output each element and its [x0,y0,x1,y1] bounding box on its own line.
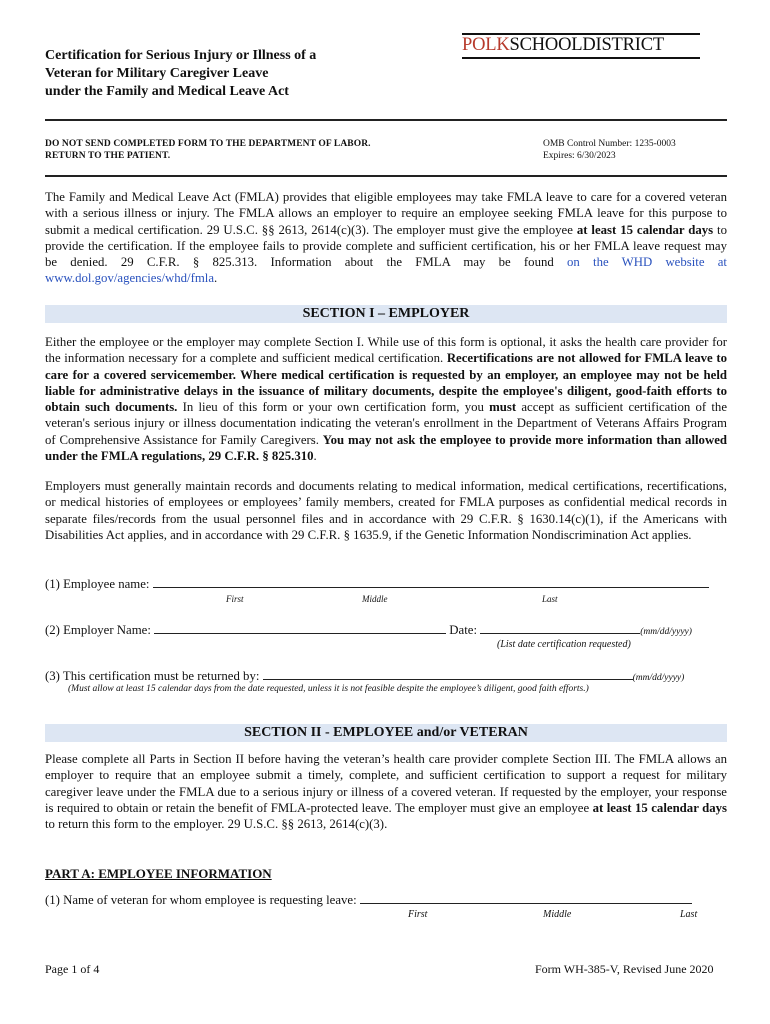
intro-bold-15-days: at least 15 calendar days [576,222,714,237]
logo-bottom-bar [462,57,700,59]
employee-name-input[interactable] [153,575,709,588]
s1-text-a: Either the employee or the employer may complete Section I. While use of this form is optional, it asks the health care provider for the information necessary for a complete and sufficient medical certification. [45,335,727,366]
omb-control-number: OMB Control Number: 1235-0003 [543,139,676,149]
logo-polk: POLK [462,35,510,55]
form-title-line-3: under the Family and Medical Leave Act [45,84,289,99]
s1-bold-b: Recertifications are not allowed for FMLA leave to care for a covered servicemember. Where medical certification is requested by an employer, an employee may not be held liable for administrative delays in the issuance of military documents, despite the employee's diligent, good-faith efforts to obtain such documents. [45,351,727,415]
page-number: Page 1 of 4 [45,962,100,976]
form-title [45,47,375,101]
whd-website-link-2[interactable]: WHD website at www.dol.gov/agencies/whd/fmla [45,255,727,286]
omb-info [543,138,676,162]
intro-text-1: The Family and Medical Leave Act (FMLA) provides that eligible employees may take FMLA leave to care for a covered veteran with a serious illness or injury. The FMLA allows an employer to require an employee seeking FMLA leave for this purpose to submit a medical certification. 29 U.S.C. §§ 2613, 2614(c)(3). The employer must give the employee [45,190,727,237]
veteran-last-hint: Last [680,909,698,920]
logo-text [462,33,700,55]
veteran-name-field [45,891,692,908]
do-not-send-line-2: RETURN TO THE PATIENT. [45,151,171,161]
form-revision: Form WH-385-V, Revised June 2020 [535,962,714,976]
employer-name-field [45,621,692,640]
employee-name-label: (1) Employee name: [45,577,153,591]
s1-text-e: accept as sufficient certification of the veteran's serious injury or illness documentation indicating the veteran's enrollment in the Department of Veterans Affairs Program of Comprehensive Assistance for Family Caregivers. [45,400,727,447]
section-1-heading: SECTION I – EMPLOYER [45,305,727,323]
employee-middle-hint: Middle [362,594,388,604]
whd-website-link-1[interactable]: on the [567,255,609,270]
header-rule-top [45,119,727,121]
s1-text-c: In lieu of this form or your own certification form, you [177,400,490,415]
veteran-name-input[interactable] [360,891,692,904]
section-2-heading: SECTION II - EMPLOYEE and/or VETERAN [45,724,727,742]
section-2-paragraph [45,751,727,832]
s1-bold-must: must [489,400,517,415]
part-a-heading: PART A: EMPLOYEE INFORMATION [45,866,272,881]
employer-name-input[interactable] [154,621,446,634]
do-not-send-notice [45,138,371,162]
return-by-label: (3) This certification must be returned by: [45,669,263,683]
s2-text-c: to return this form to the employer. 29 U.S.C. §§ 2613, 2614(c)(3). [45,817,388,832]
omb-expiration: Expires: 6/30/2023 [543,151,616,161]
header-rule-bottom [45,175,727,177]
do-not-send-line-1: DO NOT SEND COMPLETED FORM TO THE DEPARTMENT OF LABOR. [45,139,371,149]
form-title-line-2: Veteran for Military Caregiver Leave [45,66,269,81]
employee-name-field [45,575,709,592]
s2-bold-15-days: at least 15 calendar days [592,800,727,815]
request-date-label: Date: [446,623,481,637]
s1-bold-f: You may not ask the employee to provide more information than allowed under the FMLA regulations, 29 C.F.R. § 825.310 [45,432,727,464]
form-title-line-1: Certification for Serious Injury or Illness of a [45,48,317,63]
employer-name-label: (2) Employer Name: [45,623,155,637]
logo-top-bar [462,33,700,35]
employee-first-hint: First [226,594,244,604]
veteran-name-label: (1) Name of veteran for whom employee is requesting leave: [45,893,360,907]
request-date-format: (mm/dd/yyyy) [640,627,692,637]
return-by-input[interactable] [263,667,633,680]
employee-last-hint: Last [542,594,558,604]
section-1-paragraph-1 [45,334,727,464]
request-date-hint: (List date certification requested) [497,639,631,650]
logo-school-district: SCHOOLDISTRICT [509,35,664,55]
intro-paragraph [45,189,727,287]
s1-text-g: . [313,449,317,464]
return-by-hint: (Must allow at least 15 calendar days from the date requested, unless it is not feasible despite the employee’s diligent, good faith efforts.) [68,684,589,694]
veteran-first-hint: First [408,909,428,920]
section-1-paragraph-2: Employers must generally maintain records and documents relating to medical information, medical certifications, recertifications, or medical histories of employees or employees’ family members, created for FMLA purposes as confidential medical records in separate files/records from the usual personnel files and in accordance with 29 C.F.R. § 1630.14(c)(1), if the Americans with Disabilities Act applies, and in accordance with 29 C.F.R. § 1635.9, if the Genetic Information Nondiscrimination Act applies. [45,479,727,542]
request-date-input[interactable] [480,621,640,634]
return-by-format: (mm/dd/yyyy) [632,673,685,683]
district-logo [462,33,700,59]
intro-text-2: to provide the certification. If the employee fails to provide complete and sufficient certification, his or her FMLA leave request may be denied. 29 C.F.R. § 825.313. Information about the FMLA may be found [45,222,727,270]
intro-end: . [214,271,218,286]
s2-text-a: Please complete all Parts in Section II before having the veteran’s health care provider complete Section III. The FMLA allows an employer to require that an employee submit a timely, complete, and sufficient certification to support a request for military caregiver leave under the FMLA due to a serious injury or illness of a covered veteran. If requested by the employer, your response is required to obtain or retain the benefit of FMLA-protected leave. The employer must give an employee [45,752,727,815]
veteran-middle-hint: Middle [543,909,572,920]
